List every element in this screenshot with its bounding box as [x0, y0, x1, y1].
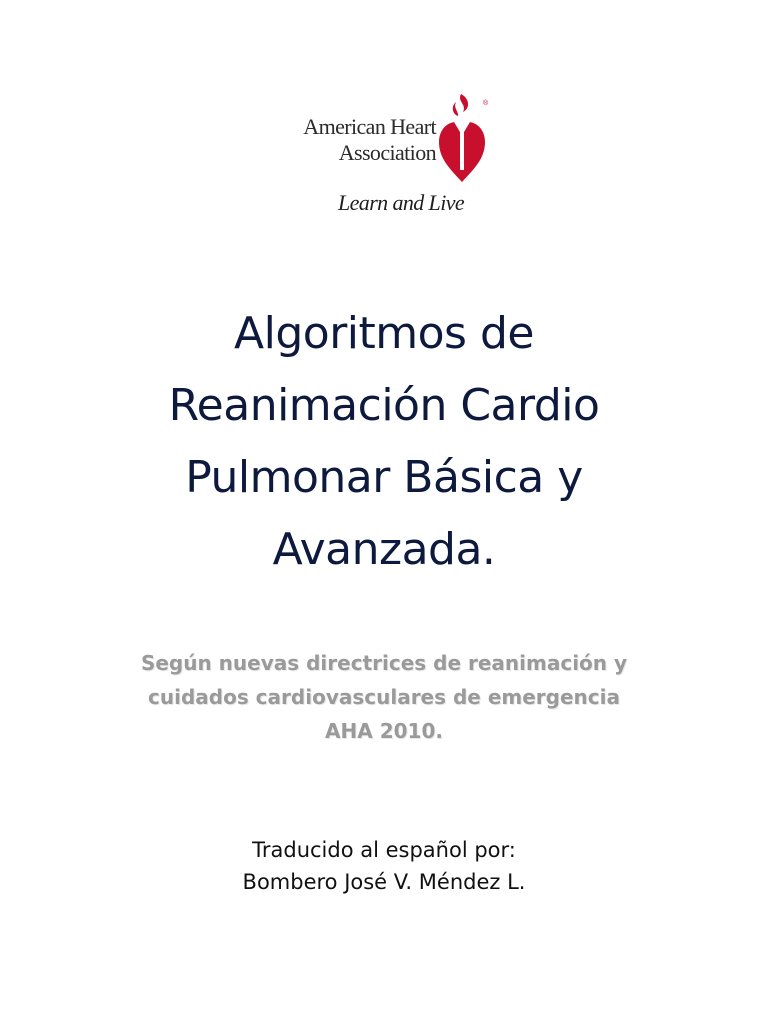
credits-line-2: Bombero José V. Méndez L. — [242, 870, 526, 894]
subtitle-line-1: Según nuevas directrices de reanimación y — [140, 651, 628, 675]
aha-logo — [290, 92, 500, 222]
title-line-1-text: Algoritmos de — [234, 308, 534, 359]
logo-wordmark — [296, 114, 436, 166]
translator-credits — [100, 834, 668, 898]
title-line-4-text: Avanzada. — [272, 524, 496, 575]
logo-tagline: Learn and Live — [338, 190, 465, 215]
title-line-1 — [60, 298, 708, 370]
heart-torch-icon — [437, 92, 487, 184]
title-line-2-text: Reanimación Cardio — [168, 380, 600, 431]
logo-name-line2: Association — [338, 140, 436, 165]
title-line-3 — [60, 442, 708, 514]
credits-line-1: Traducido al español por: — [252, 838, 516, 862]
subtitle-line-2: cuidados cardiovasculares de emergencia — [148, 685, 620, 709]
document-title — [60, 298, 708, 586]
subtitle-line-3: AHA 2010. — [325, 719, 443, 743]
registered-mark: ® — [483, 100, 489, 107]
title-line-3-text: Pulmonar Básica y — [185, 452, 583, 503]
title-line-2 — [60, 370, 708, 442]
document-subtitle — [80, 646, 688, 748]
logo-name-line1: American Heart — [303, 114, 436, 139]
title-line-4 — [60, 514, 708, 586]
